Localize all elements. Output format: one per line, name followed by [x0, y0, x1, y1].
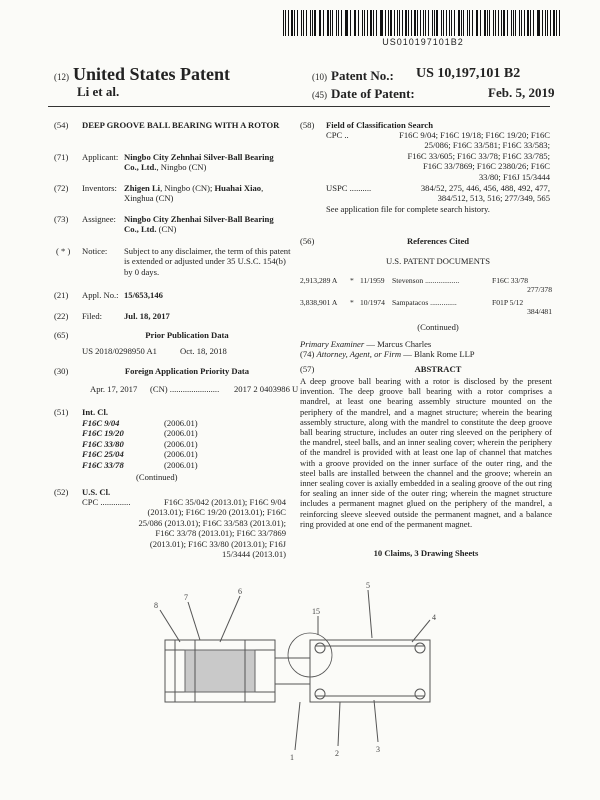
intcl-row	[82, 439, 282, 449]
prior-date: Oct. 18, 2018	[180, 346, 227, 356]
barcode-bar	[405, 10, 406, 36]
abstract-text: A deep groove ball bearing with a rotor is disclosed by the present invention. The deep groove ball bearing with a rotor comprises a mandrel, at least one bearing assembly structure mounted on the periphery of the mandrel, and a magnet structure; wherein the bearing assembly structure, along with the mandrel to constitute the deep groove ball bearing structure, includes an outer ring sleeved on the periphery of the mandrel, steel balls, and an inner sealing cover; wherein the periphery of the mandrel is provided with at least one lap of channel that matches with a groove provided on the inner surface of the outer ring, and the steel balls are installed between the channel and the groove; wherein an inner sealing cover is axially embedded in a sealing groove of the out ring for sealing an inner side of the outer ring; wherein the magnet structure includes a permanent magnet glued on the periphery of the mandrel, a reinforcing sleeve sleeved outside the permanent magnet, and a balance ring provided at one end of the permanent magnet.	[300, 376, 552, 529]
barcode-bar	[519, 10, 520, 36]
examiner-name: — Marcus Charles	[366, 339, 432, 349]
inventors-label: Inventors:	[82, 183, 117, 193]
intcl-continued: (Continued)	[136, 472, 178, 482]
code-10: (10)	[312, 72, 327, 82]
barcode-bar	[513, 10, 514, 36]
patent-date: Feb. 5, 2019	[488, 85, 555, 100]
cpc-line: (2013.01); F16C 33/80 (2013.01); F16J	[149, 538, 286, 549]
foreign-date: Apr. 17, 2017	[90, 384, 138, 394]
barcode-bar	[394, 10, 395, 36]
barcode-bar	[364, 10, 365, 36]
document-type	[54, 64, 230, 85]
filed-date: Jul. 18, 2017	[124, 311, 170, 321]
appl-number: 15/653,146	[124, 290, 163, 300]
barcode-bar	[390, 10, 392, 36]
barcode-bar	[524, 10, 525, 36]
code-65: (65)	[54, 330, 69, 340]
barcode-bar	[451, 10, 452, 36]
intcl-version: (2006.01)	[164, 449, 198, 460]
intcl-version: (2006.01)	[164, 459, 198, 470]
barcode-bar	[411, 10, 412, 36]
barcode-bar	[358, 10, 359, 36]
barcode-bar	[336, 10, 337, 36]
intcl-class: F16C 25/04	[82, 449, 124, 460]
assignee-name: Ningbo City Zhenhai Silver-Ball Bearing Co., Ltd.	[124, 214, 274, 235]
refs-list	[300, 276, 552, 320]
refs-continued: (Continued)	[417, 322, 459, 332]
barcode-bar	[538, 10, 539, 36]
barcode-bar	[341, 10, 342, 36]
ref-class: F01P 5/12	[492, 298, 524, 307]
code-12: (12)	[54, 72, 69, 82]
uspc-lines	[380, 183, 550, 204]
applicant-name: Ningbo City Zehnhai Silver-Ball Bearing Co., Ltd.	[124, 152, 274, 173]
barcode-bar	[446, 10, 447, 36]
callout-8: 8	[154, 601, 158, 610]
intcl-label: Int. Cl.	[82, 407, 109, 417]
field-cpc-lines	[350, 130, 550, 182]
barcode-bar	[285, 10, 286, 36]
barcode-bar	[432, 10, 433, 36]
barcode-bar	[443, 10, 444, 36]
examiner-label: Primary Examiner	[300, 339, 365, 349]
barcode-number: US010197101B2	[382, 37, 464, 47]
barcode-bar	[515, 10, 516, 36]
foreign-country: (CN) .......................	[150, 384, 220, 394]
barcode-bar	[469, 10, 470, 36]
barcode-bar	[310, 10, 311, 36]
barcode-bar	[417, 10, 418, 36]
barcode-bar	[283, 10, 284, 36]
outer-ring	[310, 640, 430, 702]
inventor-2-location: , Xinghua (CN)	[124, 183, 264, 204]
attorney-line	[300, 349, 475, 359]
callout-3: 3	[376, 745, 380, 754]
field-cpc-line: 25/086; F16C 33/581; F16C 33/583;	[424, 140, 550, 151]
barcode-bar	[373, 10, 374, 36]
barcode-bar	[408, 10, 409, 36]
refs-heading: References Cited	[406, 236, 470, 246]
field-cpc-line: F16C 33/7869; F16C 2380/26; F16C	[422, 161, 550, 172]
attorney-name: — Blank Rome LLP	[403, 349, 475, 359]
reference-row	[300, 298, 552, 320]
barcode-bar	[381, 10, 382, 36]
barcode-bar	[294, 10, 295, 36]
cpc-lines	[118, 497, 286, 559]
assignee-location: (CN)	[158, 224, 177, 235]
intcl-version: (2006.01)	[164, 438, 198, 449]
mandrel-left	[275, 658, 310, 684]
barcode-bar	[423, 10, 424, 36]
patent-number-line	[312, 68, 394, 84]
barcode-bar	[380, 10, 381, 36]
field-heading: Field of Classification Search	[326, 120, 434, 130]
barcode-bar	[350, 10, 351, 36]
code-45: (45)	[312, 90, 327, 100]
ref-number: 2,913,289 A	[300, 276, 338, 285]
barcode-bar	[553, 10, 555, 36]
intcl-version: (2006.01)	[164, 428, 198, 439]
cpc-line: F16C 35/042 (2013.01); F16C 9/04	[164, 497, 286, 507]
ref-name: Sampatacos ..............	[392, 298, 457, 307]
intcl-class: F16C 33/80	[82, 438, 124, 449]
barcode-bar	[530, 10, 531, 36]
date-label: Date of Patent:	[331, 86, 415, 101]
code-71: (71)	[54, 152, 69, 162]
code-56: (56)	[300, 236, 315, 246]
intcl-class: F16C 19/20	[82, 428, 124, 439]
barcode-bar	[537, 10, 538, 36]
field-cpc-line: 33/80; F16J 15/3444	[478, 171, 550, 182]
applicant-label: Applicant:	[82, 152, 119, 162]
ref-date: 10/1974	[360, 298, 385, 307]
inventor-1: Zhigen Li	[124, 183, 161, 193]
ref-class-2: 277/378	[527, 285, 552, 294]
code-54: (54)	[54, 120, 69, 130]
code-51: (51)	[54, 407, 69, 417]
barcode-bar	[303, 10, 304, 36]
barcode-bar	[288, 10, 289, 36]
barcode-bar	[434, 10, 435, 36]
uspc-label: USPC ..........	[326, 183, 372, 193]
barcode-bar	[556, 10, 557, 36]
barcode-bar	[547, 10, 548, 36]
barcode-bar	[319, 10, 320, 36]
barcode-bar	[467, 10, 468, 36]
barcode-bar	[291, 10, 293, 36]
barcode-bar	[472, 10, 473, 36]
barcode-bar	[301, 10, 302, 36]
barcode-bar	[533, 10, 534, 36]
barcode-bar	[542, 10, 543, 36]
barcode-bar	[314, 10, 315, 36]
barcode-bar	[454, 10, 455, 36]
barcode-bar	[362, 10, 363, 36]
barcode-bar	[323, 10, 324, 36]
barcode-bar	[354, 10, 355, 36]
barcode-bar	[345, 10, 346, 36]
intcl-row	[82, 460, 282, 470]
doc-type-text: United States Patent	[73, 64, 230, 84]
notice-label: Notice:	[82, 246, 108, 256]
callout-2: 2	[335, 749, 339, 758]
code-30: (30)	[54, 366, 69, 376]
barcode-bar	[420, 10, 421, 36]
barcode-bar	[495, 10, 496, 36]
barcode-bar	[327, 10, 329, 36]
ref-name: Stevenson ..................	[392, 276, 460, 285]
uspc-line: 384/512, 513, 516; 277/349, 565	[437, 193, 550, 204]
barcode-bar	[367, 10, 368, 36]
applicant-location: , Ningbo (CN)	[156, 162, 207, 173]
barcode-bar	[550, 10, 551, 36]
barcode-bar	[425, 10, 426, 36]
barcode-bar	[501, 10, 502, 36]
barcode-bar	[414, 10, 416, 36]
primary-examiner	[300, 339, 431, 349]
barcode-bar	[297, 10, 298, 36]
see-application: See application file for complete search history.	[326, 204, 490, 214]
barcode-bar	[463, 10, 464, 36]
cpc-line: 15/3444 (2013.01)	[222, 549, 286, 560]
uspc-line: 384/52, 275, 446, 456, 488, 492, 477,	[420, 183, 550, 193]
intcl-row	[82, 428, 282, 438]
code-21: (21)	[54, 290, 69, 300]
cpc-line: (2013.01); F16C 19/20 (2013.01); F16C	[147, 507, 286, 518]
inventor-2: Huahai Xiao	[214, 183, 262, 193]
barcode-bar	[346, 10, 348, 36]
intcl-class: F16C 9/04	[82, 418, 120, 428]
prior-heading: Prior Publication Data	[145, 330, 229, 340]
intcl-class: F16C 33/78	[82, 459, 124, 470]
intcl-version: (2006.01)	[164, 418, 198, 428]
barcode-bar	[330, 10, 331, 36]
foreign-heading: Foreign Application Priority Data	[124, 366, 250, 376]
patent-number: US 10,197,101 B2	[416, 66, 521, 81]
barcode-bar	[441, 10, 442, 36]
barcode-bar	[484, 10, 486, 36]
ref-star: *	[350, 298, 354, 307]
barcode-bar	[306, 10, 308, 36]
barcode	[283, 10, 563, 36]
barcode-bar	[476, 10, 477, 36]
uscl-label: U.S. Cl.	[82, 487, 111, 497]
claims-line: 10 Claims, 3 Drawing Sheets	[373, 548, 479, 558]
code-73: (73)	[54, 214, 69, 224]
applicant	[124, 152, 290, 173]
field-cpc-line: F16C 33/605; F16C 33/78; F16C 33/785;	[407, 150, 550, 161]
intcl-row	[82, 449, 282, 459]
filed-label: Filed:	[82, 311, 103, 321]
field-cpc-label: CPC ..	[326, 130, 349, 140]
field-cpc-line: F16C 9/04; F16C 19/18; F16C 19/20; F16C	[399, 130, 550, 140]
barcode-bar	[545, 10, 546, 36]
code-22: (22)	[54, 311, 69, 321]
inventor-1-location: , Ningbo (CN);	[160, 183, 213, 193]
ref-class: F16C 33/78	[492, 276, 529, 285]
code-52: (52)	[54, 487, 69, 497]
ref-number: 3,838,901 A	[300, 298, 338, 307]
barcode-bar	[370, 10, 372, 36]
barcode-bar	[487, 10, 488, 36]
code-notice: ( * )	[56, 246, 71, 256]
intcl-row	[82, 418, 282, 428]
cpc-label: CPC ..............	[82, 497, 131, 507]
abstract-heading: ABSTRACT	[414, 364, 462, 374]
us-docs-heading: U.S. PATENT DOCUMENTS	[385, 256, 491, 266]
inventors	[124, 183, 294, 204]
ref-class-2: 384/481	[527, 307, 552, 316]
barcode-bar	[489, 10, 490, 36]
barcode-bar	[385, 10, 386, 36]
barcode-bar	[449, 10, 450, 36]
callout-4: 4	[432, 613, 436, 622]
attorney-label: Attorney, Agent, or Firm	[316, 349, 402, 359]
barcode-bar	[559, 10, 560, 36]
intcl-list	[82, 418, 282, 470]
date-line	[312, 86, 415, 102]
assignee-label: Assignee:	[82, 214, 116, 224]
barcode-bar	[477, 10, 478, 36]
code-74: (74)	[300, 349, 315, 359]
barcode-bar	[312, 10, 313, 36]
barcode-bar	[338, 10, 339, 36]
ref-star: *	[350, 276, 354, 285]
bearing-drawing	[140, 580, 460, 770]
barcode-bar	[480, 10, 481, 36]
barcode-bar	[399, 10, 400, 36]
callout-15: 15	[312, 607, 320, 616]
code-58: (58)	[300, 120, 315, 130]
patent-number-label: Patent No.:	[331, 68, 394, 83]
barcode-bar	[402, 10, 403, 36]
barcode-bar	[388, 10, 389, 36]
header-rule	[48, 106, 550, 107]
notice-text: Subject to any disclaimer, the term of this patent is extended or adjusted under 35 U.S.C. 154(b) by 0 days.	[124, 246, 291, 277]
callout-7: 7	[184, 593, 188, 602]
cpc-line: F16C 33/78 (2013.01); F16C 33/7869	[155, 528, 286, 539]
assignee	[124, 214, 290, 235]
barcode-bar	[355, 10, 356, 36]
barcode-bar	[521, 10, 522, 36]
barcode-bar	[498, 10, 499, 36]
barcode-bar	[511, 10, 512, 36]
barcode-bar	[332, 10, 333, 36]
ref-date: 11/1959	[360, 276, 385, 285]
callout-6: 6	[238, 587, 242, 596]
barcode-bar	[320, 10, 321, 36]
barcode-bar	[397, 10, 398, 36]
barcode-bar	[507, 10, 508, 36]
cpc-line: 25/086 (2013.01); F16C 33/583 (2013.01);	[138, 517, 286, 528]
barcode-bar	[503, 10, 505, 36]
prior-publication: US 2018/0298950 A1	[82, 346, 157, 356]
barcode-bar	[527, 10, 529, 36]
barcode-bar	[458, 10, 460, 36]
callout-1: 1	[290, 753, 294, 762]
barcode-bar	[428, 10, 429, 36]
barcode-bar	[461, 10, 462, 36]
code-57: (57)	[300, 364, 315, 374]
appl-label: Appl. No.:	[82, 290, 119, 300]
barcode-bar	[436, 10, 438, 36]
barcode-bar	[376, 10, 377, 36]
authors: Li et al.	[77, 84, 120, 99]
barcode-bar	[493, 10, 494, 36]
reference-row	[300, 276, 552, 298]
foreign-number: 2017 2 0403986 U	[234, 384, 299, 394]
code-72: (72)	[54, 183, 69, 193]
callout-5: 5	[366, 581, 370, 590]
patent-title: DEEP GROOVE BALL BEARING WITH A ROTOR	[82, 120, 280, 130]
